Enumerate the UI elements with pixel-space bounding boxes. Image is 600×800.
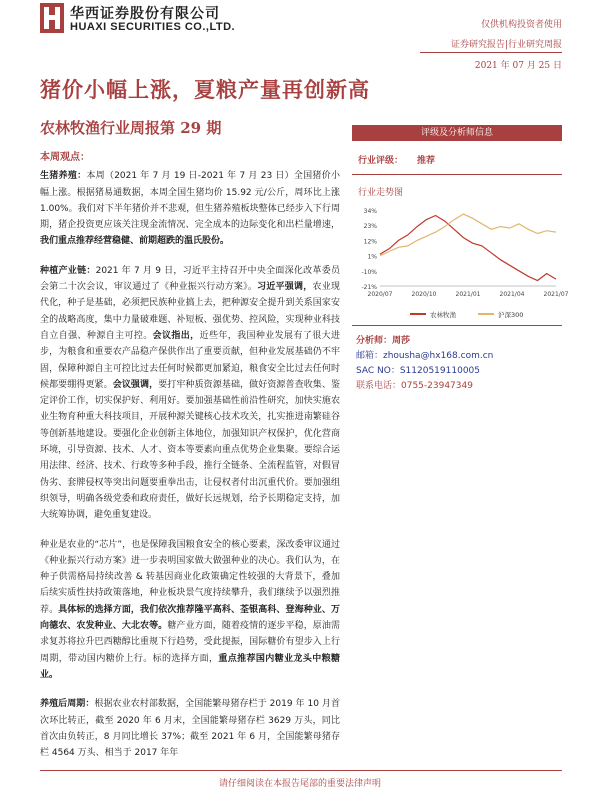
series-line-0 [380, 216, 556, 281]
x-tick-label: 2020/10 [411, 291, 437, 298]
analyst-name: 周莎 [392, 336, 411, 346]
trend-chart [352, 204, 569, 326]
analyst-label: 分析师： [356, 336, 393, 346]
bold-seed-2: 重点推荐国内糖业龙头中粮糖业。 [40, 653, 340, 680]
sidebar-header: 评级及分析师信息 [352, 125, 562, 141]
company-name-cn: 华西证券股份有限公司 [70, 6, 220, 22]
y-tick-label: 12% [363, 238, 377, 246]
bold-planting-3: 会议强调， [112, 379, 159, 390]
summary-heading: 本周观点： [40, 152, 90, 163]
lead-planting-chain: 种植产业链： [40, 265, 96, 276]
audience-note: 仅供机构投资者使用 [480, 20, 562, 30]
x-tick-label: 2021/04 [499, 291, 525, 298]
paragraph-seed-industry [40, 537, 340, 684]
paragraph-post-cycle [40, 696, 340, 761]
text-post-cycle: 根据农业农村部数据，全国能繁母猪存栏于 2019 年 10 月首次环比转正，截至 2020 年 6 月末，全国能繁母猪存栏 3629 万头，同比首次由负转正，8 月同比增长 37%；截至 2021 年 6 月，全国能繁母猪存栏 4564 万头、相当于 2017 年年 [40, 699, 340, 759]
y-tick-label: 23% [363, 223, 377, 231]
bold-seed-1: 具体标的选择方面，我们依次推荐隆平高科、荃银高科、登海种业、万向德农、农发种业、大北农等。 [40, 604, 340, 632]
x-tick-label: 2021/01 [455, 291, 481, 298]
rating-label: 行业评级： [358, 156, 404, 166]
lead-post-cycle: 养殖后周期： [40, 699, 95, 710]
bold-planting-2: 会议指出， [152, 330, 200, 341]
analyst-row [356, 334, 562, 349]
y-tick-label: 1% [367, 253, 377, 261]
paragraph-planting-chain [40, 263, 340, 524]
analyst-info [352, 334, 562, 394]
sidebar [352, 125, 569, 394]
y-tick-label: 34% [363, 208, 377, 215]
report-title: 猪价小幅上涨，夏粮产量再创新高 [40, 77, 370, 102]
report-subtitle: 农林牧渔行业周报第 29 期 [40, 119, 222, 137]
x-tick-label: 2021/07 [543, 291, 569, 298]
x-tick-label: 2020/07 [367, 291, 393, 298]
y-tick-label: -21% [361, 284, 377, 291]
legal-notice: 请仔细阅读在本报告尾部的重要法律声明 [218, 779, 381, 789]
trend-chart-svg [352, 204, 569, 326]
bold-pig-farming: 我们重点推荐经营稳健、前期超跌的温氏股份。 [40, 236, 230, 247]
bold-planting-1: 习近平强调， [257, 282, 313, 293]
trend-chart-title: 行业走势图 [358, 188, 404, 198]
text-seed-2: 糖产业方面，随着疫情的逐步平稳，原油需求复苏将拉升巴西糖醇比重规下行趋势，受此提振，国际糖价有望步入上行周期，带动国内糖价上行。标的选择方面， [40, 621, 340, 664]
industry-rating [352, 153, 562, 175]
report-date: 2021 年 07 月 25 日 [474, 61, 562, 71]
analyst-sac: SAC NO：S1120519110005 [356, 366, 480, 376]
series-line-1 [380, 214, 556, 256]
paragraph-pig-farming [40, 168, 340, 249]
text-planting-3: 近些年，我国种业发展有了很大进步，为粮食和重要农产品稳产保供作出了重要贡献，但种业发展基础仍不牢固，保障种源自主可控比过去任何时候都更加紧迫，粮食安全比过去任何时候都要绷得更紧。 [40, 330, 340, 390]
text-planting-2: 农业现代化，种子是基础，必须把民族种业搞上去，把种源安全提升到关系国家安全的战略高度，集中力量破难题、补短板、强优势、控风险，实现种业科技自立自强、种源自主可控。 [40, 282, 340, 341]
lead-pig-farming: 生猪养殖： [40, 171, 87, 182]
report-type: 证券研究报告|行业研究周报 [450, 40, 562, 50]
y-tick-label: -10% [361, 268, 377, 276]
legend-label-1: 沪深300 [498, 311, 524, 319]
footer-divider [40, 770, 562, 771]
text-planting-4: 要打牢种质资源基础，做好资源普查收集、鉴定评价工作，切实保护好、利用好。要加强基础性前沿性研究，加快实施农业生物育种重大科技项目，开展种源关键核心技术攻关，扎实推进南繁硅谷等创新基地建设。要强化企业创新主体地位，加强知识产权保护，优化营商环境，引导资源、技术、人才、资本等要素向重点优势企业集聚。要综合运用法律、经济、技术、行政等多种手段，推行全链条、全流程监管，对假冒伪劣、套牌侵权等突出问题要重拳出击，让侵权者付出沉重代价。要加强组织领导，明确各级党委和政府责任，做好长远规划，给予长期稳定支持，加大统筹协调，避免重复建设。 [40, 379, 340, 521]
analyst-email[interactable]: 邮箱：zhousha@hx168.com.cn [356, 351, 494, 361]
legend-label-0: 农林牧渔 [430, 311, 456, 319]
main-body [40, 150, 340, 766]
company-name-en: HUAXI SECURITIES CO.,LTD. [70, 21, 236, 33]
text-planting-1: 2021 年 7 月 9 日，习近平主持召开中央全面深化改革委员会第二十次会议，审议通过了《种业振兴行动方案》。 [40, 265, 340, 293]
company-logo [40, 3, 64, 33]
rating-value: 推荐 [417, 156, 436, 166]
text-seed-1: 种业是农业的“芯片”，也是保障我国粮食安全的核心要素，深改委审议通过《种业振兴行动方案》进一步表明国家做大做强种业的决心。我们认为，在种子供需格局持续改善 & 转基因商业化政策确定性较强的大背景下，叠加后续实质性扶持政策落地，种业板块景气度持续攀升，我们继续予以强烈推荐。 [40, 539, 340, 615]
analyst-phone: 联系电话：0755-23947349 [356, 381, 473, 391]
text-pig-farming: 本周（2021 年 7 月 19 日-2021 年 7 月 23 日）全国猪价小幅上涨。根据猪易通数据，本周全国生猪均价 15.92 元/公斤，周环比上涨 1.00%。我们对下半年猪价并不悲观，但生猪养殖板块整体已经步入下行周期，猪企投资更应该关注现金流情况、完全成本的边际变化和出栏量增速， [40, 171, 340, 231]
header-divider [420, 52, 562, 53]
